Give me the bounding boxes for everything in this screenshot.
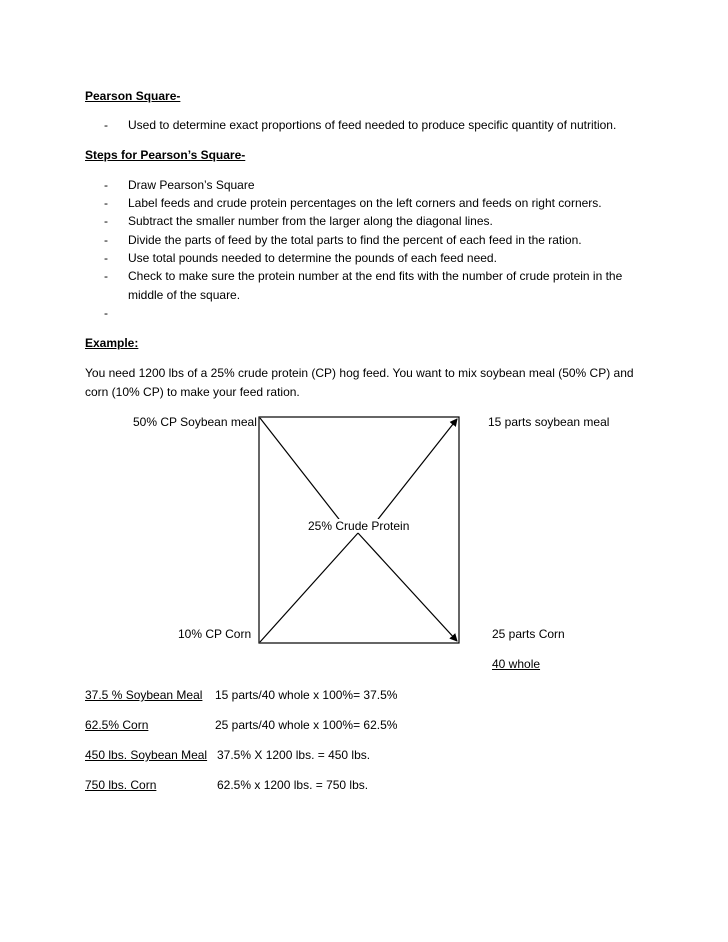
step-item: Subtract the smaller number from the larger along the diagonal lines. [128, 214, 493, 228]
total-parts-label: 40 whole [492, 657, 541, 671]
result-label: 750 lbs. Corn [85, 778, 157, 792]
bottom-left-label: 10% CP Corn [178, 627, 252, 641]
top-left-label: 50% CP Soybean meal [133, 415, 257, 429]
example-heading: Example: [85, 336, 139, 350]
bottom-right-label: 25 parts Corn [492, 627, 565, 641]
diagonal-line [260, 418, 342, 523]
step-item: Divide the parts of feed by the total parts to find the percent of each feed in the ration. [128, 233, 582, 247]
result-label: 37.5 % Soybean Meal [85, 688, 203, 702]
diagonal-line [260, 533, 358, 642]
result-label: 450 lbs. Soybean Meal [85, 748, 208, 762]
definition-text: Used to determine exact proportions of feed needed to produce specific quantity of nutrition. [128, 118, 617, 132]
result-calc: 15 parts/40 whole x 100%= 37.5% [215, 688, 398, 702]
definition-dash: - [104, 118, 108, 132]
pearson-square-heading: Pearson Square- [85, 89, 181, 103]
step-dash: - [104, 196, 108, 210]
center-label: 25% Crude Protein [308, 519, 410, 530]
steps-heading: Steps for Pearson’s Square- [85, 148, 246, 162]
step-item-continued: middle of the square. [128, 288, 241, 302]
result-label: 62.5% Corn [85, 718, 149, 732]
example-text-line: You need 1200 lbs of a 25% crude protein (CP) hog feed. You want to mix soybean meal (50% CP) and [85, 366, 634, 380]
diagonal-arrow [358, 533, 457, 641]
top-right-label: 15 parts soybean meal [488, 415, 610, 429]
diagonal-arrow [375, 419, 457, 523]
result-calc: 37.5% X 1200 lbs. = 450 lbs. [217, 748, 371, 762]
step-dash: - [104, 306, 108, 320]
step-dash: - [104, 214, 108, 228]
result-calc: 25 parts/40 whole x 100%= 62.5% [215, 718, 398, 732]
step-dash: - [104, 251, 108, 265]
step-item: Check to make sure the protein number at the end fits with the number of crude protein in the [128, 269, 623, 283]
step-item: Label feeds and crude protein percentages on the left corners and feeds on right corners. [128, 196, 602, 210]
step-item: Use total pounds needed to determine the pounds of each feed need. [128, 251, 497, 265]
step-item: Draw Pearson’s Square [128, 178, 255, 192]
example-text-line: corn (10% CP) to make your feed ration. [85, 385, 300, 399]
result-calc: 62.5% x 1200 lbs. = 750 lbs. [217, 778, 369, 792]
step-dash: - [104, 269, 108, 283]
step-dash: - [104, 178, 108, 192]
step-dash: - [104, 233, 108, 247]
